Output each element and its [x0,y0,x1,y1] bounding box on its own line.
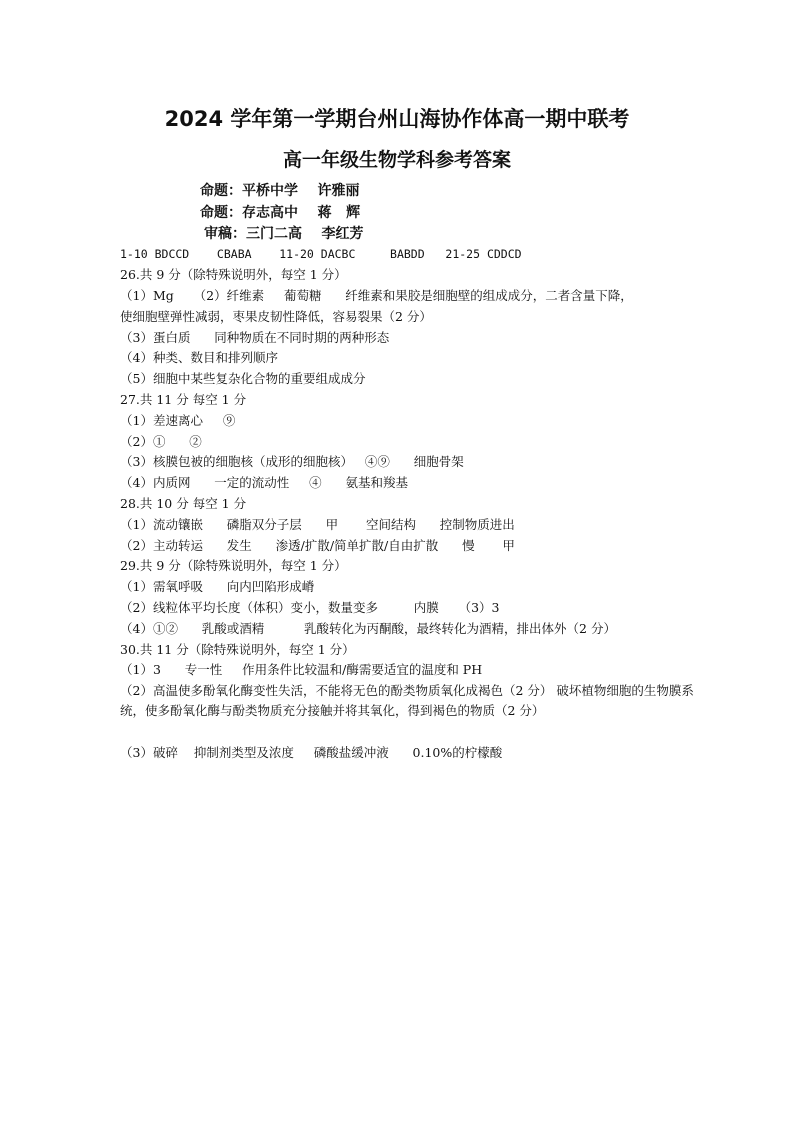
q29-line: （2）线粒体平均长度（体积）变小，数量变多 内膜 （3）3 [120,600,500,615]
q29-heading: 29.共 9 分（除特殊说明外，每空 1 分） [120,558,347,573]
q29-line: （4）①② 乳酸或酒精 乳酸转化为丙酮酸，最终转化为酒精，排出体外（2 分） [120,621,616,636]
q28-heading: 28.共 10 分 每空 1 分 [120,496,247,511]
document-title: 2024 学年第一学期台州山海协作体高一期中联考 [164,107,630,131]
q30-line: （3）破碎 抑制剂类型及浓度 磷酸盐缓冲液 0.10%的柠檬酸 [120,745,503,760]
credit-author-1: 命题：平桥中学 许雅丽 [200,183,360,199]
q27-heading: 27.共 11 分 每空 1 分 [120,392,247,407]
document-subtitle: 高一年级生物学科参考答案 [282,149,511,171]
q28-line: （2）主动转运 发生 渗透/扩散/简单扩散/自由扩散 慢 甲 [120,538,515,553]
q27-line: （2）① ② [120,434,202,449]
choice-answers: 1-10 BDCCD CBABA 11-20 DACBC BABDD 21-25 CDDCD [120,247,522,261]
q26-line: （5）细胞中某些复杂化合物的重要组成成分 [120,371,366,386]
q27-line: （3）核膜包被的细胞核（成形的细胞核） ④⑨ 细胞骨架 [120,454,464,469]
q30-line: （1）3 专一性 作用条件比较温和/酶需要适宜的温度和 PH [120,662,483,677]
q26-line: （1）Mg （2）纤维素 葡萄糖 纤维素和果胶是细胞壁的组成成分，二者含量下降， [120,288,633,303]
credit-author-2: 命题：存志高中 蒋 辉 [200,205,361,221]
q30-heading: 30.共 11 分（除特殊说明外，每空 1 分） [120,642,355,657]
q26-line: 使细胞壁弹性减弱，枣果皮韧性降低，容易裂果（2 分） [120,309,432,324]
q28-line: （1）流动镶嵌 磷脂双分子层 甲 空间结构 控制物质进出 [120,517,515,532]
q30-line: （2）高温使多酚氧化酶变性失活，不能将无色的酚类物质氧化成褐色（2 分） 破坏植物细胞的生物膜系统，使多酚氧化酶与酚类物质充分接触并将其氧化，得到褐色的物质（2 分） [120,683,694,718]
credit-reviewer: 审稿：三门二高 李红芳 [204,226,364,242]
q27-line: （4）内质网 一定的流动性 ④ 氨基和羧基 [120,475,409,490]
q26-line: （3）蛋白质 同种物质在不同时期的两种形态 [120,330,390,345]
q26-heading: 26.共 9 分（除特殊说明外，每空 1 分） [120,267,347,282]
q26-line: （4）种类、数目和排列顺序 [120,350,278,365]
q27-line: （1）差速离心 ⑨ [120,413,236,428]
q29-line: （1）需氧呼吸 向内凹陷形成嵴 [120,579,315,594]
